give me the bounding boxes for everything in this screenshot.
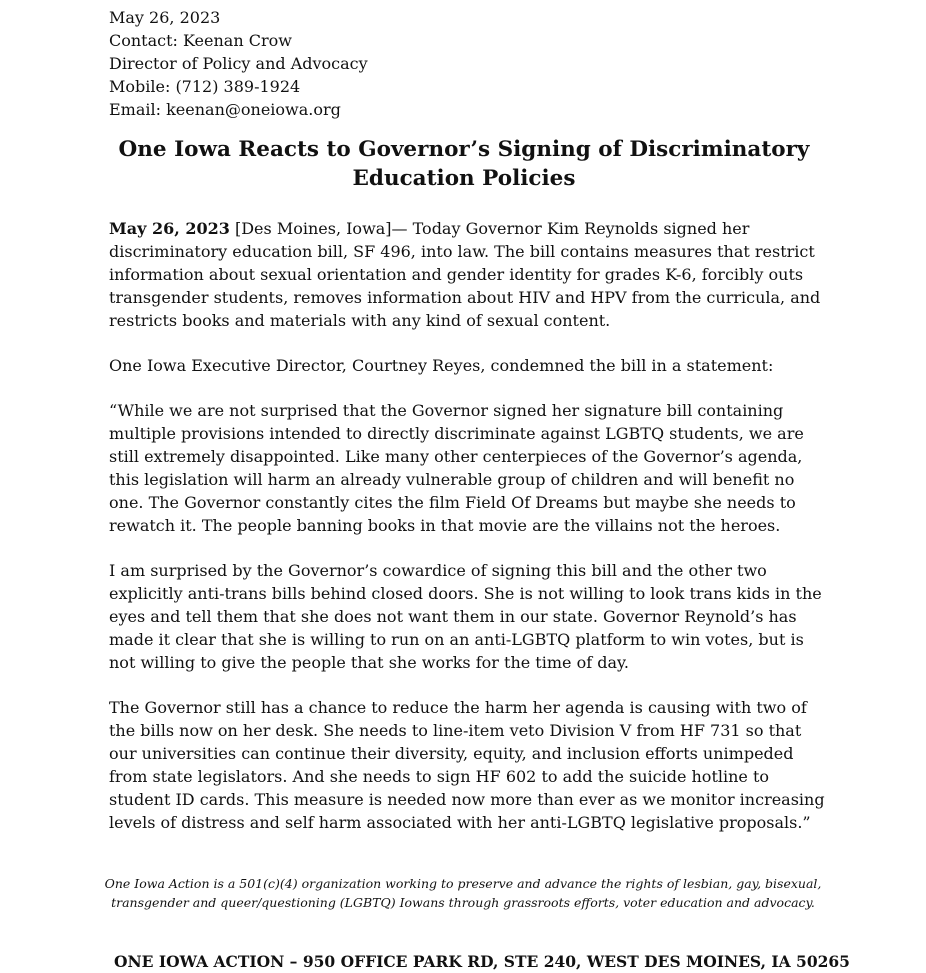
contact-block	[109, 6, 829, 121]
footer-address: ONE IOWA ACTION – 950 OFFICE PARK RD, STE 240, WEST DES MOINES, IA 50265	[114, 952, 850, 971]
contact-name: Contact: Keenan Crow	[109, 31, 292, 50]
body-paragraph-3: “While we are not surprised that the Governor signed her signature bill containing multiple provisions intended to directly discriminate against LGBTQ students, we are still extremely disappointed. Like many other centerpieces of the Governor’s agenda, this legislation will harm an already vulnerable group of children and will benefit no one. The Governor constantly cites the film Field Of Dreams but maybe she needs to rewatch it. The people banning books in that movie are the villains not the heroes.	[109, 401, 804, 535]
organization-tagline	[0, 874, 926, 912]
tagline-text: One Iowa Action is a 501(c)(4) organization working to preserve and advance the rights of lesbian, gay, bisexual, transgender and queer/questioning (LGBTQ) Iowans through grassroots efforts, voter education and advocacy.	[104, 876, 822, 910]
contact-role: Director of Policy and Advocacy	[109, 54, 368, 73]
release-date: May 26, 2023	[109, 8, 221, 27]
body-paragraph-5: The Governor still has a chance to reduce the harm her agenda is causing with two of the bills now on her desk. She needs to line-item veto Division V from HF 731 so that our universities can continue their diversity, equity, and inclusion efforts unimpeded from state legislators. And she needs to sign HF 602 to add the suicide hotline to student ID cards. This measure is needed now more than ever as we monitor increasing levels of distress and self harm associated with her anti-LGBTQ legislative proposals.”	[109, 698, 825, 832]
body-paragraph-2: One Iowa Executive Director, Courtney Reyes, condemned the bill in a statement:	[109, 356, 774, 375]
dateline: May 26, 2023	[109, 219, 230, 238]
press-release-page	[109, 6, 829, 850]
body-paragraph-1	[109, 217, 829, 332]
contact-mobile: Mobile: (712) 389-1924	[109, 77, 301, 96]
body-paragraph-1-text: [Des Moines, Iowa]— Today Governor Kim Reynolds signed her discriminatory education bill, SF 496, into law. The bill contains measures that restrict information about sexual orientation and gender identity for grades K-6, forcibly outs transgender students, removes information about HIV and HPV from the curricula, and restricts books and materials with any kind of sexual content.	[109, 219, 821, 330]
body-paragraph-4: I am surprised by the Governor’s cowardice of signing this bill and the other two explicitly anti-trans bills behind closed doors. She is not willing to look trans kids in the eyes and tell them that she does not want them in our state. Governor Reynold’s has made it clear that she is willing to run on an anti-LGBTQ platform to win votes, but is not willing to give the people that she works for the time of day.	[109, 561, 822, 672]
contact-email: Email: keenan@oneiowa.org	[109, 100, 341, 119]
press-release-title: One Iowa Reacts to Governor’s Signing of Discriminatory Education Policies	[118, 137, 810, 191]
